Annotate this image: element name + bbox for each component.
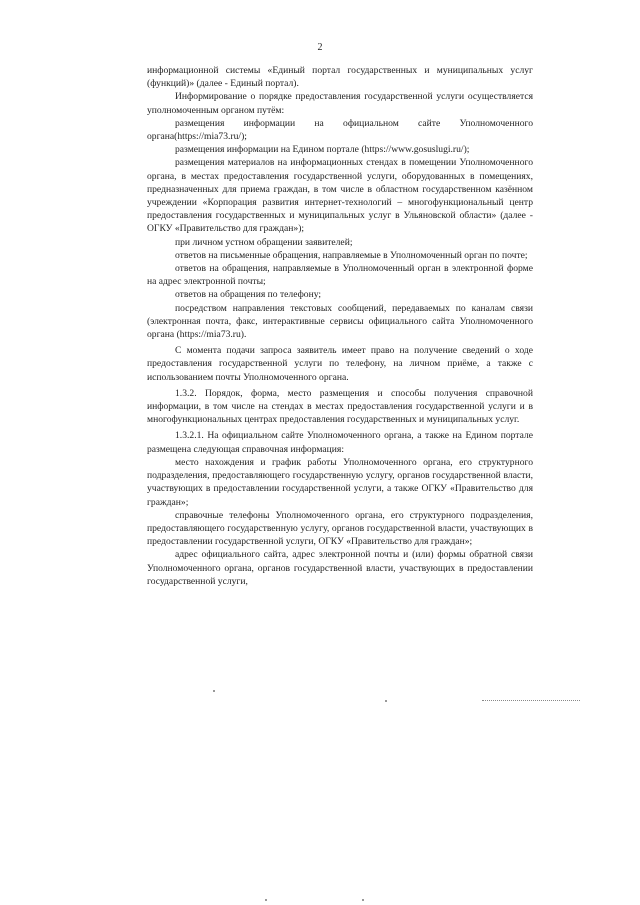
paragraph: адрес официального сайта, адрес электронной почты и (или) формы обратной связи Уполномоченного органа, органов государственной власти, участвующих в предоставлении государственной услуги, (147, 549, 533, 587)
paragraph: ответов на обращения, направляемые в Уполномоченный орган в электронной форме на адрес электронной почты; (147, 263, 533, 288)
paragraph: справочные телефоны Уполномоченного органа, его структурного подразделения, предоставляющего государственную услугу, органов государственной власти, участвующих в предоставлении государственной услуги, ОГКУ «Правительство для граждан»; (147, 509, 533, 548)
page-number: 2 (317, 42, 323, 53)
scan-artifact-dot (265, 899, 267, 901)
paragraph: Информирование о порядке предоставления государственной услуги осуществляется уполномоченным органом путём: (147, 91, 533, 116)
scan-artifact-dot (362, 899, 364, 901)
paragraph: место нахождения и график работы Уполномоченного органа, его структурного подразделения, предоставляющего государственную услугу, органов государственной власти, участвующих в предоставлении государственной услуги, а также ОГКУ «Правительство для граждан»; (147, 456, 533, 508)
document-body (147, 64, 533, 588)
scan-artifact-line (482, 700, 580, 701)
paragraph: размещения материалов на информационных стендах в помещении Уполномоченного органа, в местах предоставления государственной услуги, оборудованных в помещениях, предназначенных для приема граждан, в том числе в областном государственном казённом учреждении «Корпорация развития интернет-технологий – многофункциональный центр предоставления государственных и муниципальных услуг в Ульяновской области» (далее - ОГКУ «Правительство для граждан»); (147, 157, 533, 235)
paragraph: размещения информации на официальном сайте Уполномоченного органа(https://mia73.ru/); (147, 117, 533, 143)
paragraph: при личном устном обращении заявителей; (175, 236, 353, 248)
paragraph: 1.3.2. Порядок, форма, место размещения и способы получения справочной информации, в том числе на стендах в местах предоставления государственной услуги и в многофункциональных центрах предоставления государственных и муниципальных услуг. (147, 387, 533, 426)
paragraph: посредством направления текстовых сообщений, передаваемых по каналам связи (электронная почта, факс, интерактивные сервисы официального сайта Уполномоченного органа (https://mia73.ru). (147, 302, 533, 341)
scan-artifact-dot (213, 690, 215, 692)
paragraph: ответов на письменные обращения, направляемые в Уполномоченный орган по почте; (175, 249, 528, 261)
paragraph: 1.3.2.1. На официальном сайте Уполномоченного органа, а также на Едином портале размещена следующая справочная информация: (147, 430, 533, 455)
paragraph: ответов на обращения по телефону; (175, 289, 322, 301)
paragraph: С момента подачи запроса заявитель имеет право на получение сведений о ходе предоставления государственной услуги по телефону, на личном приёме, а также с использованием почты Уполномоченного органа. (147, 345, 533, 383)
paragraph: информационной системы «Единый портал государственных и муниципальных услуг (функций)» (далее - Единый портал). (147, 65, 533, 90)
scan-artifact-dot (385, 700, 387, 702)
paragraph: размещения информации на Едином портале (https://www.gosuslugi.ru/); (175, 144, 470, 156)
